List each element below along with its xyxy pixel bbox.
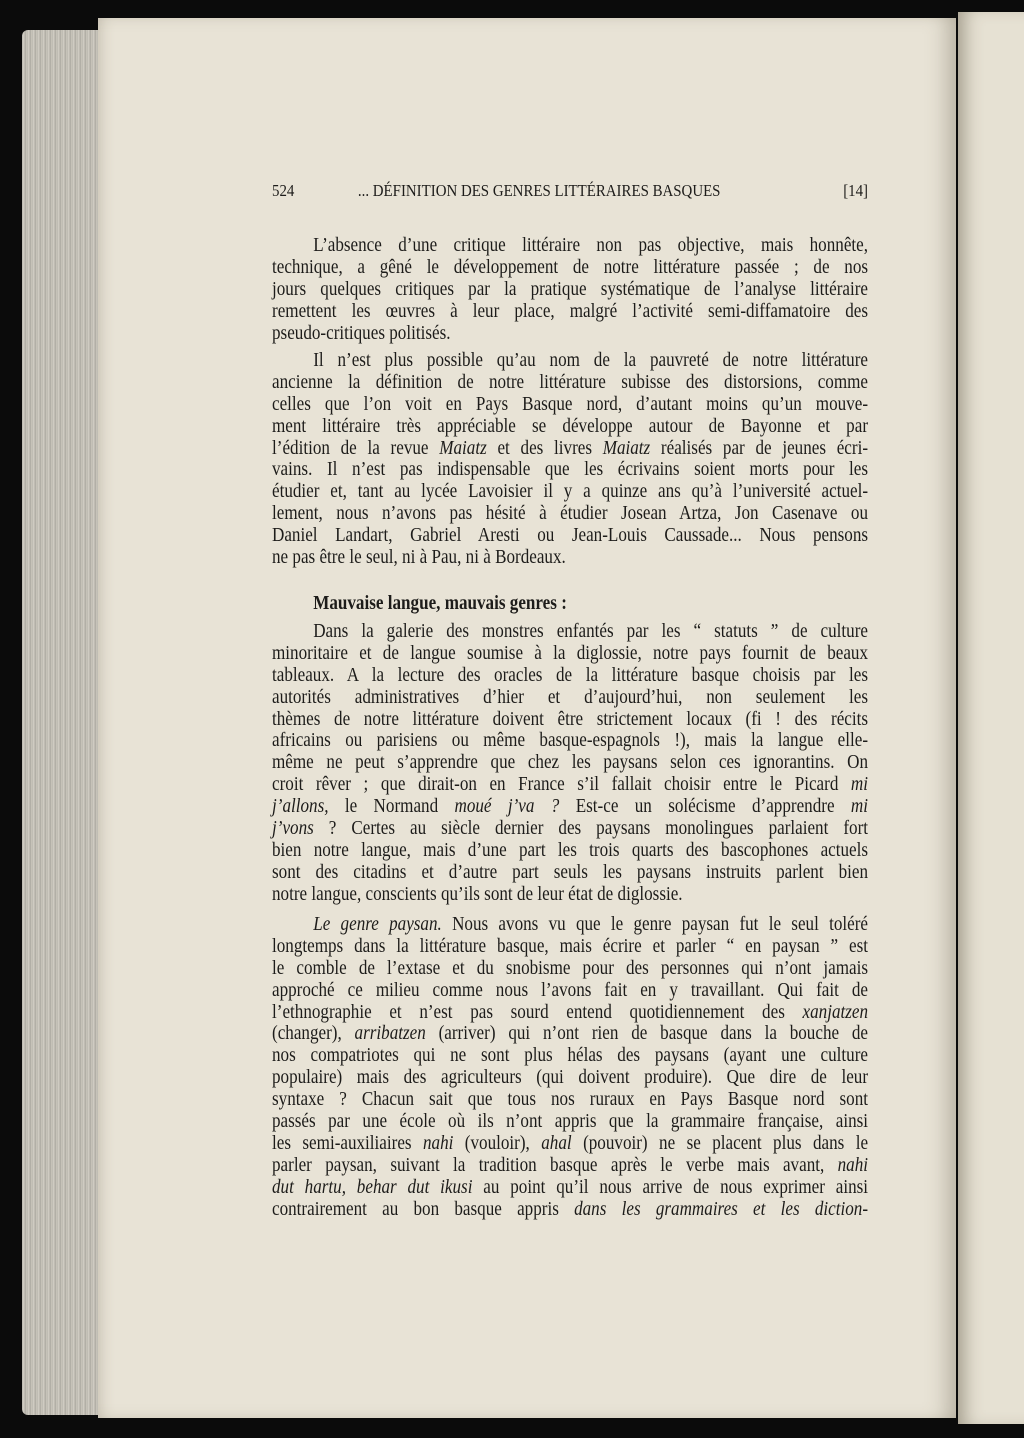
text-line: l’ethnographie et n’est pas sourd entend quotidiennement des xanjatzen <box>272 1001 869 1023</box>
italic-term: j’vons <box>272 818 314 840</box>
text-line: L’absence d’une critique littéraire non pas objective, mais honnête, <box>313 235 869 256</box>
text-line: j’vons ? Certes au siècle dernier des paysans monolingues parlaient fort <box>272 818 869 840</box>
text-line: vains. Il n’est pas indispensable que les écrivains soient morts pour les <box>272 459 869 481</box>
italic-term: Maiatz <box>439 437 487 459</box>
text-line: étudier et, tant au lycée Lavoisier il y a quinze ans qu’à l’université actuel- <box>272 481 869 503</box>
italic-term: nahi <box>422 1132 454 1154</box>
text-line: ne pas être le seul, ni à Pau, ni à Bordeaux. <box>272 547 566 569</box>
text-line: l’édition de la revue Maiatz et des livres Maiatz réalisés par de jeunes écri- <box>272 437 869 459</box>
text-line: Le genre paysan. Nous avons vu que le genre paysan fut le seul toléré <box>313 914 869 935</box>
text-line: minoritaire et de langue soumise à la diglossie, notre pays fournit de beaux <box>272 642 869 664</box>
italic-term: j’allons, <box>272 796 329 818</box>
text-line: parler paysan, suivant la tradition basque après le verbe mais avant, nahi <box>272 1154 869 1176</box>
text-line: populaire) mais des agriculteurs (qui doivent produire). Que dire de leur <box>272 1067 869 1089</box>
text-line: j’allons, le Normand moué j’va ? Est-ce un solécisme d’apprendre mi <box>272 796 869 818</box>
text-line: (changer), arribatzen (arriver) qui n’ont rien de basque dans la bouche de <box>272 1023 869 1045</box>
page-number: 524 <box>272 181 295 200</box>
text-line: croit rêver ; que dirait-on en France s’il fallait choisir entre le Picard mi <box>272 774 869 796</box>
italic-term: mi <box>850 796 869 818</box>
italic-term: Maiatz <box>602 437 651 459</box>
italic-term: xanjatzen <box>802 1001 869 1023</box>
text-line: jours quelques critiques par la pratique systématique de l’analyse littéraire <box>272 278 869 300</box>
italic-term: dans les grammaires et les diction- <box>574 1198 869 1220</box>
facing-page-edge <box>958 12 1024 1424</box>
text-line: tableaux. A la lecture des oracles de la littérature basque choisis par les <box>272 664 869 686</box>
text-line: pseudo-critiques politisés. <box>272 322 451 344</box>
text-line: le comble de l’extase et du snobisme pour des personnes qui n’ont jamais <box>272 957 869 979</box>
text-line: syntaxe ? Chacun sait que tous nos ruraux en Pays Basque nord sont <box>272 1089 869 1111</box>
text-line: dut hartu, behar dut ikusi au point qu’il nous arrive de nous exprimer ainsi <box>272 1176 869 1198</box>
section-number: [14] <box>843 181 869 200</box>
text-line: lement, nous n’avons pas hésité à étudier Josean Artza, Jon Casenave ou <box>272 503 869 525</box>
running-title: ... DÉFINITION DES GENRES LITTÉRAIRES BASQUES <box>357 181 721 200</box>
italic-term: mi <box>850 774 869 796</box>
text-line: africains ou parisiens ou même basque-espagnols !), mais la langue elle- <box>272 730 869 752</box>
italic-term: nahi <box>837 1154 869 1176</box>
text-line: ment littéraire très appréciable se développe autour de Bayonne et par <box>272 415 869 437</box>
text-line: celles que l’on voit en Pays Basque nord, d’autant moins qu’un mouve- <box>272 393 869 415</box>
text-line: thèmes de notre littérature doivent être strictement locaux (fi ! des récits <box>272 708 869 730</box>
paragraph <box>272 914 868 1220</box>
italic-term: moué j’va ? <box>454 796 560 818</box>
section-heading: Mauvaise langue, mauvais genres : <box>313 593 567 614</box>
text-line: Dans la galerie des monstres enfantés par les “ statuts ” de culture <box>313 621 869 642</box>
text-line: ancienne la définition de notre littérature subisse des distorsions, comme <box>272 371 869 393</box>
text-line: Il n’est plus possible qu’au nom de la pauvreté de notre littérature <box>313 350 869 371</box>
text-line: sont des citadins et d’autre part seuls les paysans instruits parlent bien <box>272 861 869 883</box>
italic-term: Le genre paysan. <box>313 914 442 935</box>
text-line: même ne peut s’apprendre que chez les paysans selon ces ignorantins. On <box>272 752 869 774</box>
paragraph <box>272 621 868 906</box>
text-line: nos compatriotes qui ne sont plus hélas des paysans (ayant une culture <box>272 1045 869 1067</box>
text-line: technique, a gêné le développement de notre littérature passée ; de nos <box>272 256 869 278</box>
italic-term: arribatzen <box>354 1023 426 1045</box>
text-line: contrairement au bon basque appris dans les grammaires et les diction- <box>272 1198 869 1220</box>
text-line: autorités administratives d’hier et d’aujourd’hui, non seulement les <box>272 686 869 708</box>
paragraph <box>272 350 868 569</box>
text-line: notre langue, conscients qu’ils sont de leur état de diglossie. <box>272 883 683 905</box>
text-line: bien notre langue, mais d’une part les trois quarts des bascophones actuels <box>272 839 869 861</box>
text-line: les semi-auxiliaires nahi (vouloir), ahal (pouvoir) ne se placent plus dans le <box>272 1132 869 1154</box>
italic-term: dut hartu, behar dut ikusi <box>272 1176 473 1198</box>
text-line: approché ce milieu comme nous l’avons fait en y travaillant. Qui fait de <box>272 979 869 1001</box>
italic-term: ahal <box>541 1132 572 1154</box>
text-line: Daniel Landart, Gabriel Aresti ou Jean-Louis Caussade... Nous pensons <box>272 525 869 547</box>
paragraph <box>272 235 868 344</box>
text-line: remettent les œuvres à leur place, malgré l’activité semi-diffamatoire des <box>272 300 869 322</box>
text-line: passés par une école où ils n’ont appris que la grammaire française, ainsi <box>272 1111 869 1133</box>
text-line: longtemps dans la littérature basque, mais écrire et parler “ en paysan ” est <box>272 935 869 957</box>
running-header <box>272 181 868 205</box>
